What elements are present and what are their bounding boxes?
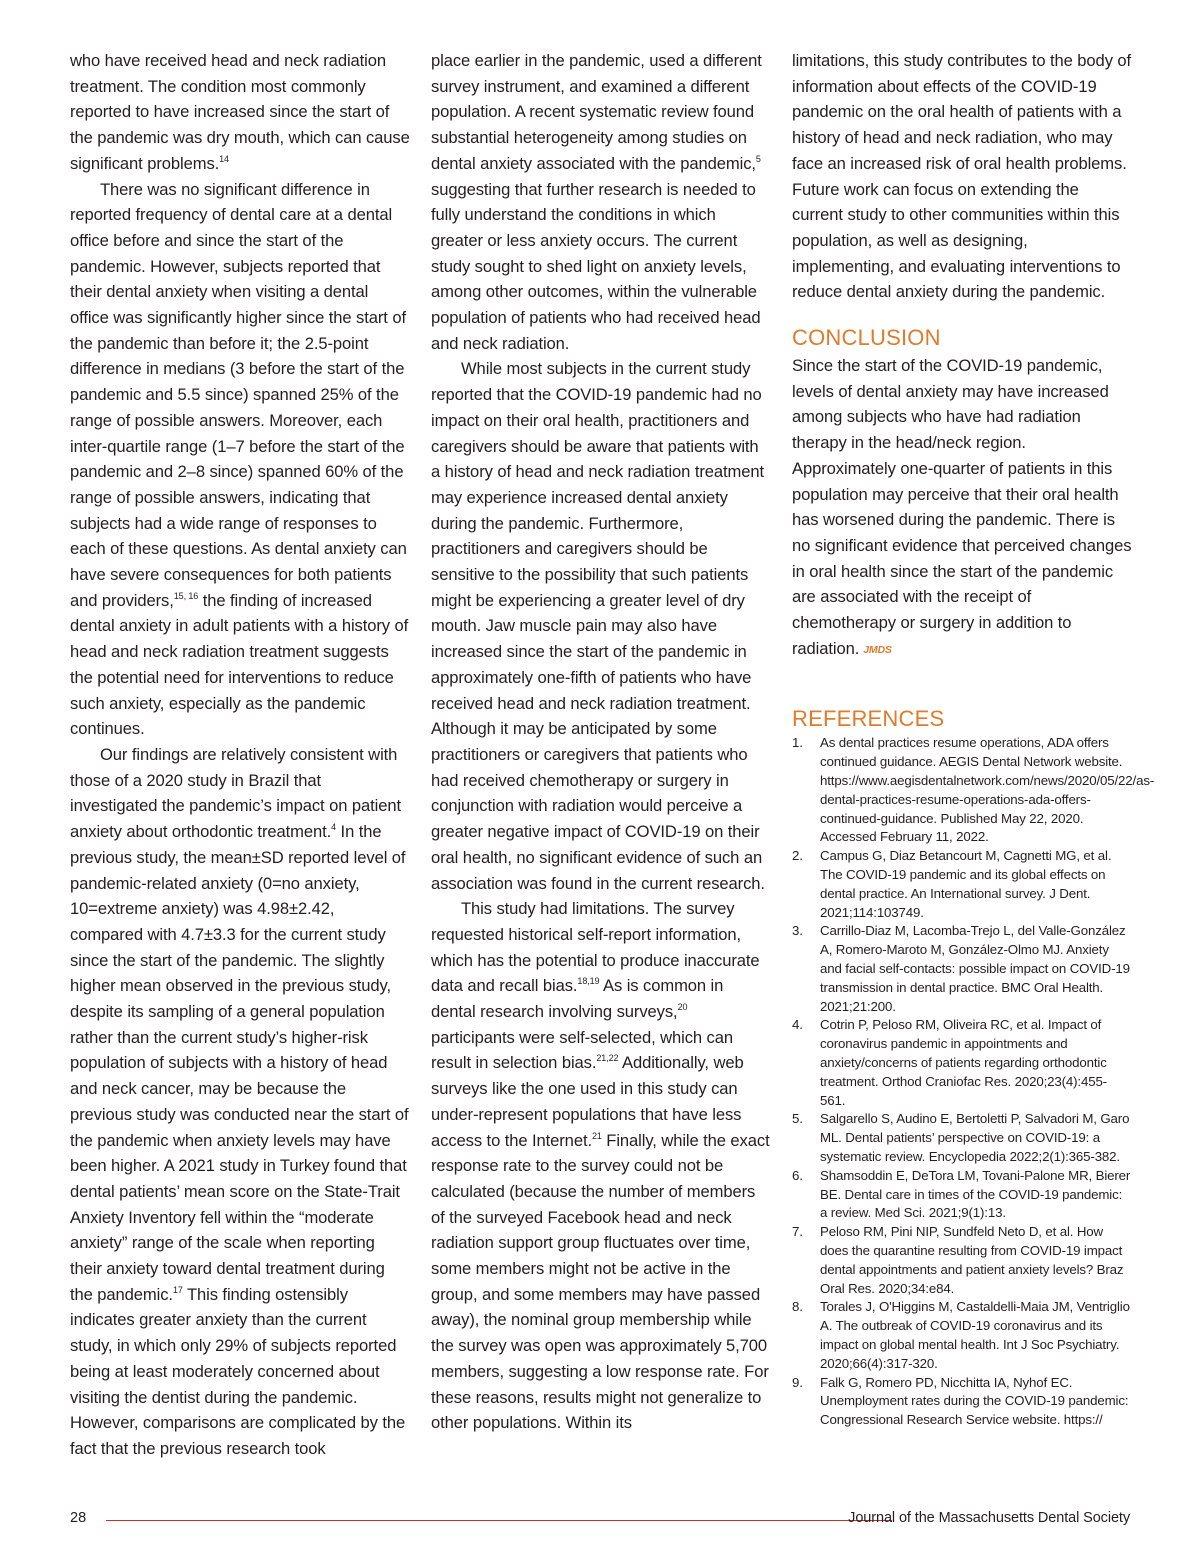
footer-rule (106, 1520, 892, 1521)
reference-list (792, 734, 1155, 1429)
citation: 20 (677, 1002, 688, 1013)
reference-text: Cotrin P, Peloso RM, Oliveira RC, et al. Impact of coronavirus pandemic in appointments and anxiety/concerns of patients regarding orthodontic treatment. Orthod Craniofac Res. 2020;23(4):455-561. (820, 1017, 1107, 1108)
reference-item (792, 734, 1155, 847)
citation: 17 (172, 1284, 183, 1295)
reference-number: 2. (792, 848, 803, 864)
reference-item (792, 1298, 1132, 1373)
reference-item (792, 1110, 1132, 1166)
reference-number: 5. (792, 1111, 803, 1127)
text-column-middle (431, 48, 771, 1436)
reference-text: As dental practices resume operations, ADA offers continued guidance. AEGIS Dental Network website. https://www.aegisdentalnetwork.com/news/2020/05/22/as-dental-practices-resume-operations-ada-offers-continued-guidance. Published May 22, 2020. Accessed February 11, 2022. (820, 735, 1155, 845)
paragraph: who have received head and neck radiation treatment. The condition most commonly reported to have increased since the start of the pandemic was dry mouth, which can cause significant problems.$^{14}$ (70, 51, 410, 173)
reference-number: 3. (792, 923, 803, 939)
paragraph: limitations, this study contributes to the body of information about effects of the COVID-19 pandemic on the oral health of patients with a history of head and neck radiation, who may face an increased risk of oral health problems. Future work can focus on extending the current study to other communities within this population, as well as designing, implementing, and evaluating interventions to reduce dental anxiety during the pandemic. (792, 51, 1132, 302)
conclusion-heading: CONCLUSION (792, 325, 941, 351)
citation: 18,19 (577, 976, 600, 987)
reference-text: Shamsoddin E, DeTora LM, Tovani-Palone MR, Bierer BE. Dental care in times of the COVID-19 pandemic: a review. Med Sci. 2021;9(1):13. (820, 1167, 1131, 1221)
reference-number: 7. (792, 1224, 803, 1240)
paragraph: Our findings are relatively consistent with those of a 2020 study in Brazil that investigated the pandemic’s impact on patient anxiety about orthodontic treatment.$^4$ In the previous study, the mean±SD reported level of pandemic-related anxiety (0=no anxiety, 10=extreme anxiety) was 4.98±2.42, compared with 4.7±3.3 for the current study since the start of the pandemic. The slightly higher mean observed in the previous study, despite its sampling of a general population rather than the current study’s higher-risk population of subjects with a history of head and neck cancer, may be because the previous study was conducted near the start of the pandemic when anxiety levels may have been higher. A 2021 study in Turkey found that dental patients’ mean score on the State-Trait Anxiety Inventory fell within the “moderate anxiety” range of the scale when reporting their anxiety toward dental treatment during the pandemic.$^{17}$ This finding ostensibly indicates greater anxiety than the current study, in which only 29% of subjects reported being at least moderately concerned about visiting the dentist during the pandemic. However, comparisons are complicated by the fact that the previous research took (70, 744, 409, 1458)
page-number: 28 (70, 1510, 87, 1526)
paragraph: While most subjects in the current study reported that the COVID-19 pandemic had no impact on their oral health, practitioners and caregivers should be aware that patients with a history of head and neck radiation treatment may experience increased dental anxiety during the pandemic. Furthermore, practitioners and caregivers should be sensitive to the possibility that such patients might be experiencing a greater level of dry mouth. Jaw muscle pain may also have increased since the start of the pandemic in approximately one-fifth of patients who have received head and neck radiation treatment. Although it may be anticipated by some practitioners or caregivers that patients who had received chemotherapy or surgery in conjunction with radiation would perceive a greater negative impact of COVID-19 on their oral health, no significant evidence of such an association was found in the current research. (431, 359, 765, 893)
reference-item (792, 1374, 1132, 1430)
reference-item (792, 922, 1132, 1016)
reference-number: 8. (792, 1299, 803, 1315)
conclusion-paragraph: Since the start of the COVID-19 pandemic, levels of dental anxiety may have increased among subjects who have had radiation therapy in the head/neck region. Approximately one-quarter of patients in this population may perceive that their oral health has worsened during the pandemic. There is no significant evidence that perceived changes in oral health since the start of the pandemic are associated with the receipt of chemotherapy or surgery in addition to radiation. JMDS (792, 353, 1132, 663)
reference-number: 4. (792, 1017, 803, 1033)
text-column-left (70, 48, 410, 1462)
reference-text: Torales J, O'Higgins M, Castaldelli-Maia JM, Ventriglio A. The outbreak of COVID-19 coronavirus and its impact on global mental health. Int J Soc Psychiatry. 2020;66(4):317-320. (820, 1299, 1130, 1371)
citation: 15, 16 (173, 590, 199, 601)
reference-number: 6. (792, 1167, 803, 1183)
references-heading: REFERENCES (792, 706, 945, 732)
jmds-end-mark: JMDS (863, 643, 892, 656)
citation: 4 (331, 822, 337, 833)
reference-text: Salgarello S, Audino E, Bertoletti P, Salvadori M, Garo ML. Dental patients’ perspective on COVID-19: a systematic review. Encyclopedia 2022;2(1):365-382. (820, 1111, 1130, 1164)
text-column-right (792, 48, 1155, 1430)
reference-item (792, 1167, 1132, 1223)
reference-text: Falk G, Romero PD, Nicchitta IA, Nyhof EC. Unemployment rates during the COVID-19 pandemic: Congressional Research Service website. https:// (820, 1374, 1129, 1428)
reference-item (792, 1223, 1132, 1298)
reference-number: 1. (792, 735, 803, 751)
reference-item (792, 1016, 1132, 1110)
page-footer (70, 1508, 1130, 1532)
reference-number: 9. (792, 1374, 803, 1390)
reference-text: Carrillo-Diaz M, Lacomba-Trejo L, del Valle-González A, Romero-Maroto M, González-Olmo MJ. Anxiety and facial self-contacts: possible impact on COVID-19 transmission in dental practice. BMC Oral Health. 2021;21:200. (820, 923, 1130, 1014)
paragraph: This study had limitations. The survey requested historical self-report information, which has the potential to produce inaccurate data and recall bias.$^{18,19}$ As is common in dental research involving surveys,$^{20}$ participants were self-selected, which can result in selection bias.$^{21,22}$ Additionally, web surveys like the one used in this study can under-represent populations that have less access to the Internet.$^{21}$ Finally, while the exact response rate to the survey could not be calculated (because the number of members of the surveyed Facebook head and neck radiation support group fluctuates over time, some members might not be active in the group, and some members may have passed away), the nominal group membership while the survey was open was approximately 5,700 members, suggesting a low response rate. For these reasons, results might not generalize to other populations. Within its (431, 899, 770, 1433)
citation: 21,22 (596, 1053, 619, 1064)
citation: 5 (755, 153, 761, 164)
reference-text: Campus G, Diaz Betancourt M, Cagnetti MG, et al. The COVID-19 pandemic and its global effects on dental practice. An International survey. J Dent. 2021;114:103749. (820, 848, 1112, 920)
journal-name: Journal of the Massachusetts Dental Society (848, 1510, 1130, 1526)
paragraph: place earlier in the pandemic, used a different survey instrument, and examined a different population. A recent systematic review found substantial heterogeneity among studies on dental anxiety associated with the pandemic,$^5$ suggesting that further research is needed to fully understand the conditions in which greater or less anxiety occurs. The current study sought to shed light on anxiety levels, among other outcomes, within the vulnerable population of patients who had received head and neck radiation. (431, 51, 762, 353)
reference-item (792, 847, 1132, 922)
paragraph: There was no significant difference in reported frequency of dental care at a dental office before and since the start of the pandemic. However, subjects reported that their dental anxiety when visiting a dental office was significantly higher since the start of the pandemic than before it; the 2.5-point difference in medians (3 before the start of the pandemic and 5.5 since) spanned 25% of the range of possible answers. Moreover, each inter-quartile range (1–7 before the start of the pandemic and 2–8 since) spanned 60% of the range of possible answers, indicating that subjects had a wide range of responses to each of these questions. As dental anxiety can have severe consequences for both patients and providers,$^{15, 16}$ the finding of increased dental anxiety in adult patients with a history of head and neck radiation treatment suggests the potential need for interventions to reduce such anxiety, especially as the pandemic continues. (70, 179, 409, 739)
citation: 14 (219, 153, 229, 164)
reference-text: Peloso RM, Pini NIP, Sundfeld Neto D, et al. How does the quarantine resulting from COVID-19 impact dental appointments and patient anxiety levels? Braz Oral Res. 2020;34:e84. (820, 1224, 1124, 1296)
citation: 21 (591, 1130, 602, 1141)
